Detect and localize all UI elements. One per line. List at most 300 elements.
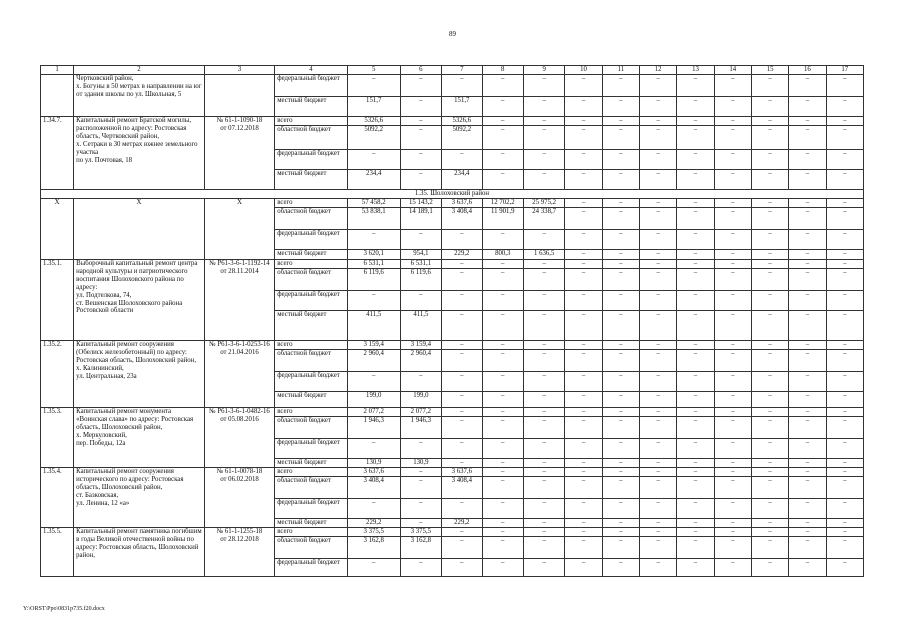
row-number: 1.35.4.: [41, 468, 74, 528]
value-cell: –: [602, 97, 639, 117]
value-cell: –: [789, 75, 826, 97]
value-cell: 199,0: [400, 392, 441, 408]
value-cell: –: [714, 311, 751, 341]
value-cell: 151,7: [442, 97, 482, 117]
value-cell: –: [442, 350, 482, 372]
value-cell: 229,2: [347, 519, 400, 528]
value-cell: –: [789, 208, 826, 230]
value-cell: 15 143,2: [400, 199, 441, 208]
value-cell: –: [565, 341, 602, 350]
header-col-12: 12: [640, 66, 677, 75]
value-cell: 6 531,1: [400, 260, 441, 269]
row-number: 1.35.3.: [41, 408, 74, 468]
value-cell: –: [602, 117, 639, 126]
value-cell: 6 119,6: [347, 269, 400, 291]
value-cell: –: [789, 230, 826, 250]
table-row: [41, 528, 864, 537]
document-ref: № 61-1-1090-18 от 07.12.2018: [204, 117, 274, 190]
value-cell: –: [602, 350, 639, 372]
value-cell: –: [640, 208, 677, 230]
value-cell: –: [751, 199, 788, 208]
value-cell: –: [826, 528, 863, 537]
value-cell: –: [826, 341, 863, 350]
value-cell: –: [677, 459, 714, 468]
header-col-1: 1: [41, 66, 74, 75]
value-cell: –: [751, 417, 788, 439]
value-cell: –: [565, 117, 602, 126]
value-cell: –: [826, 459, 863, 468]
value-cell: –: [677, 350, 714, 372]
value-cell: –: [565, 291, 602, 311]
object-name: Капитальный ремонт Братской могилы, расположенной по адресу: Ростовская область, Чертковский район, х. Сетраки в 30 метрах южнее земельного участка по ул. Почтовая, 18: [74, 117, 205, 190]
value-cell: –: [789, 468, 826, 477]
value-cell: –: [640, 341, 677, 350]
value-cell: 3 637,6: [442, 199, 482, 208]
budget-label: местный бюджет: [275, 311, 348, 341]
value-cell: –: [826, 208, 863, 230]
value-cell: –: [714, 537, 751, 559]
budget-label: областной бюджет: [275, 269, 348, 291]
value-cell: –: [482, 528, 523, 537]
value-cell: –: [751, 341, 788, 350]
budget-label: федеральный бюджет: [275, 499, 348, 519]
value-cell: –: [602, 150, 639, 170]
table-row: [41, 66, 864, 75]
value-cell: –: [714, 477, 751, 499]
x-marker: X: [41, 199, 74, 260]
value-cell: –: [602, 250, 639, 260]
value-cell: –: [714, 392, 751, 408]
value-cell: –: [714, 499, 751, 519]
value-cell: –: [677, 97, 714, 117]
value-cell: –: [714, 468, 751, 477]
value-cell: –: [677, 199, 714, 208]
value-cell: 151,7: [347, 97, 400, 117]
value-cell: –: [789, 250, 826, 260]
value-cell: –: [602, 528, 639, 537]
value-cell: –: [714, 408, 751, 417]
header-col-17: 17: [826, 66, 863, 75]
value-cell: –: [826, 417, 863, 439]
value-cell: –: [400, 75, 441, 97]
value-cell: –: [347, 230, 400, 250]
value-cell: –: [565, 75, 602, 97]
value-cell: 57 458,2: [347, 199, 400, 208]
value-cell: –: [523, 499, 564, 519]
value-cell: –: [602, 417, 639, 439]
value-cell: –: [523, 408, 564, 417]
value-cell: –: [442, 499, 482, 519]
value-cell: –: [565, 311, 602, 341]
value-cell: –: [347, 372, 400, 392]
value-cell: –: [482, 468, 523, 477]
value-cell: –: [442, 311, 482, 341]
value-cell: –: [826, 250, 863, 260]
value-cell: –: [482, 537, 523, 559]
value-cell: –: [602, 408, 639, 417]
table-row: [41, 408, 864, 417]
value-cell: –: [523, 372, 564, 392]
value-cell: –: [789, 269, 826, 291]
value-cell: –: [826, 559, 863, 577]
value-cell: –: [789, 291, 826, 311]
value-cell: –: [602, 392, 639, 408]
value-cell: –: [523, 170, 564, 190]
value-cell: –: [751, 260, 788, 269]
header-col-9: 9: [523, 66, 564, 75]
value-cell: 3 637,6: [347, 468, 400, 477]
value-cell: –: [640, 459, 677, 468]
value-cell: –: [523, 459, 564, 468]
value-cell: –: [751, 75, 788, 97]
value-cell: –: [523, 468, 564, 477]
value-cell: –: [826, 170, 863, 190]
value-cell: –: [789, 117, 826, 126]
value-cell: –: [714, 341, 751, 350]
value-cell: –: [677, 75, 714, 97]
value-cell: –: [482, 75, 523, 97]
value-cell: –: [565, 537, 602, 559]
value-cell: 2 077,2: [347, 408, 400, 417]
value-cell: 25 975,2: [523, 199, 564, 208]
value-cell: –: [789, 311, 826, 341]
value-cell: –: [640, 537, 677, 559]
value-cell: 3 162,8: [400, 537, 441, 559]
value-cell: –: [523, 126, 564, 150]
budget-label: областной бюджет: [275, 477, 348, 499]
row-number: 1.35.1.: [41, 260, 74, 341]
value-cell: –: [714, 150, 751, 170]
value-cell: –: [602, 311, 639, 341]
document-ref: [204, 75, 274, 117]
value-cell: –: [442, 459, 482, 468]
value-cell: –: [400, 519, 441, 528]
value-cell: 229,2: [442, 250, 482, 260]
value-cell: –: [826, 260, 863, 269]
value-cell: –: [602, 499, 639, 519]
value-cell: –: [677, 417, 714, 439]
value-cell: –: [826, 392, 863, 408]
value-cell: 5092,2: [442, 126, 482, 150]
value-cell: –: [482, 559, 523, 577]
value-cell: –: [677, 341, 714, 350]
value-cell: –: [442, 439, 482, 459]
document-ref: № Р61-3-6-1-0253-16 от 21.04.2016: [204, 341, 274, 408]
value-cell: –: [400, 117, 441, 126]
value-cell: –: [789, 528, 826, 537]
value-cell: –: [640, 392, 677, 408]
table-row: [41, 117, 864, 126]
value-cell: –: [677, 372, 714, 392]
value-cell: –: [482, 97, 523, 117]
value-cell: –: [400, 439, 441, 459]
value-cell: –: [789, 408, 826, 417]
value-cell: 3 375,5: [347, 528, 400, 537]
value-cell: –: [826, 269, 863, 291]
value-cell: 11 901,9: [482, 208, 523, 230]
value-cell: 1 636,5: [523, 250, 564, 260]
value-cell: –: [442, 341, 482, 350]
value-cell: –: [442, 260, 482, 269]
value-cell: –: [640, 408, 677, 417]
value-cell: –: [677, 537, 714, 559]
value-cell: –: [677, 477, 714, 499]
value-cell: –: [602, 170, 639, 190]
budget-label: областной бюджет: [275, 126, 348, 150]
value-cell: –: [482, 291, 523, 311]
value-cell: 5326,6: [347, 117, 400, 126]
header-col-13: 13: [677, 66, 714, 75]
value-cell: –: [523, 392, 564, 408]
budget-label: всего: [275, 408, 348, 417]
x-marker: X: [204, 199, 274, 260]
value-cell: –: [640, 499, 677, 519]
value-cell: –: [602, 208, 639, 230]
value-cell: –: [789, 499, 826, 519]
value-cell: –: [565, 559, 602, 577]
value-cell: –: [714, 230, 751, 250]
value-cell: –: [714, 559, 751, 577]
value-cell: 3 408,4: [442, 477, 482, 499]
value-cell: –: [826, 477, 863, 499]
budget-label: областной бюджет: [275, 208, 348, 230]
value-cell: 3 162,8: [347, 537, 400, 559]
value-cell: 53 838,1: [347, 208, 400, 230]
value-cell: –: [677, 291, 714, 311]
value-cell: –: [640, 170, 677, 190]
value-cell: –: [482, 341, 523, 350]
value-cell: –: [789, 126, 826, 150]
value-cell: 3 620,1: [347, 250, 400, 260]
value-cell: –: [347, 439, 400, 459]
value-cell: –: [640, 350, 677, 372]
value-cell: –: [565, 208, 602, 230]
budget-label: федеральный бюджет: [275, 439, 348, 459]
budget-label: всего: [275, 528, 348, 537]
value-cell: –: [442, 291, 482, 311]
value-cell: –: [789, 150, 826, 170]
value-cell: 2 960,4: [347, 350, 400, 372]
value-cell: –: [442, 537, 482, 559]
value-cell: –: [677, 126, 714, 150]
value-cell: –: [565, 269, 602, 291]
value-cell: –: [714, 291, 751, 311]
value-cell: –: [714, 199, 751, 208]
value-cell: –: [677, 408, 714, 417]
value-cell: –: [751, 459, 788, 468]
value-cell: –: [482, 311, 523, 341]
value-cell: –: [714, 459, 751, 468]
value-cell: –: [565, 408, 602, 417]
value-cell: –: [751, 439, 788, 459]
value-cell: –: [677, 499, 714, 519]
footer-file-path: Y:\ORST\Ppo\0831p735.f20.docx: [23, 606, 105, 612]
value-cell: –: [751, 408, 788, 417]
value-cell: –: [400, 559, 441, 577]
document-ref: № Р61-3-6-1-1192-14 от 28.11.2014: [204, 260, 274, 341]
header-col-8: 8: [482, 66, 523, 75]
budget-label: всего: [275, 341, 348, 350]
value-cell: –: [640, 126, 677, 150]
value-cell: –: [565, 528, 602, 537]
value-cell: –: [826, 150, 863, 170]
value-cell: –: [482, 350, 523, 372]
budget-label: областной бюджет: [275, 350, 348, 372]
value-cell: –: [523, 350, 564, 372]
object-name: Капитальный ремонт монумента «Воинская слава» по адресу: Ростовская область, Шолоховский район, х. Меркуловский, пер. Победы, 12а: [74, 408, 205, 468]
value-cell: –: [677, 528, 714, 537]
value-cell: –: [714, 97, 751, 117]
value-cell: –: [789, 537, 826, 559]
value-cell: 24 338,7: [523, 208, 564, 230]
value-cell: –: [602, 199, 639, 208]
budget-label: федеральный бюджет: [275, 75, 348, 97]
value-cell: –: [602, 291, 639, 311]
value-cell: –: [677, 117, 714, 126]
value-cell: –: [714, 260, 751, 269]
value-cell: –: [789, 392, 826, 408]
value-cell: –: [714, 372, 751, 392]
value-cell: –: [400, 150, 441, 170]
value-cell: –: [602, 537, 639, 559]
value-cell: –: [565, 350, 602, 372]
value-cell: 3 637,6: [442, 468, 482, 477]
value-cell: –: [826, 439, 863, 459]
table-row: [41, 75, 864, 97]
header-col-3: 3: [204, 66, 274, 75]
value-cell: –: [565, 170, 602, 190]
header-col-7: 7: [442, 66, 482, 75]
value-cell: –: [714, 417, 751, 439]
value-cell: –: [826, 499, 863, 519]
row-number: [41, 75, 74, 117]
object-name: Капитальный ремонт сооружения исторического по адресу: Ростовская область, Шолоховский район, ст. Базковская, ул. Ленина, 12 «а»: [74, 468, 205, 528]
document-ref: № Р61-3-6-1-0482-16 от 05.08.2016: [204, 408, 274, 468]
value-cell: –: [640, 150, 677, 170]
value-cell: –: [640, 269, 677, 291]
value-cell: –: [442, 528, 482, 537]
header-col-10: 10: [565, 66, 602, 75]
header-col-6: 6: [400, 66, 441, 75]
value-cell: –: [400, 468, 441, 477]
value-cell: 3 408,4: [347, 477, 400, 499]
budget-label: областной бюджет: [275, 537, 348, 559]
value-cell: –: [751, 468, 788, 477]
value-cell: –: [565, 230, 602, 250]
value-cell: –: [347, 150, 400, 170]
value-cell: 234,4: [347, 170, 400, 190]
header-col-14: 14: [714, 66, 751, 75]
table-row: [41, 468, 864, 477]
value-cell: 5092,2: [347, 126, 400, 150]
value-cell: –: [714, 519, 751, 528]
x-marker: X: [74, 199, 205, 260]
value-cell: –: [442, 372, 482, 392]
value-cell: –: [751, 477, 788, 499]
value-cell: –: [602, 439, 639, 459]
value-cell: –: [400, 499, 441, 519]
value-cell: –: [789, 350, 826, 372]
value-cell: –: [523, 311, 564, 341]
value-cell: 12 702,2: [482, 199, 523, 208]
value-cell: –: [482, 519, 523, 528]
value-cell: 3 408,4: [442, 208, 482, 230]
value-cell: –: [565, 150, 602, 170]
object-name: Чертковский район, х. Богуны в 50 метрах в направлении на юг от здания школы по ул. Школьная, 5: [74, 75, 205, 117]
value-cell: –: [677, 519, 714, 528]
value-cell: –: [751, 519, 788, 528]
value-cell: –: [523, 291, 564, 311]
page-number: 89: [449, 30, 456, 38]
value-cell: –: [523, 537, 564, 559]
header-col-11: 11: [602, 66, 639, 75]
budget-label: областной бюджет: [275, 417, 348, 439]
value-cell: –: [602, 341, 639, 350]
value-cell: –: [565, 126, 602, 150]
header-col-4: 4: [275, 66, 348, 75]
value-cell: –: [677, 170, 714, 190]
value-cell: –: [565, 417, 602, 439]
budget-label: федеральный бюджет: [275, 291, 348, 311]
value-cell: –: [442, 392, 482, 408]
value-cell: –: [565, 97, 602, 117]
value-cell: –: [789, 439, 826, 459]
value-cell: –: [789, 341, 826, 350]
value-cell: –: [565, 468, 602, 477]
value-cell: –: [751, 350, 788, 372]
value-cell: –: [523, 417, 564, 439]
value-cell: –: [347, 559, 400, 577]
value-cell: –: [751, 150, 788, 170]
value-cell: –: [751, 311, 788, 341]
value-cell: –: [602, 230, 639, 250]
value-cell: 1 946,3: [400, 417, 441, 439]
value-cell: –: [565, 392, 602, 408]
budget-label: всего: [275, 468, 348, 477]
value-cell: –: [789, 170, 826, 190]
table-row: [41, 341, 864, 350]
value-cell: –: [751, 250, 788, 260]
value-cell: –: [602, 75, 639, 97]
document-ref: № 61-1-1255-18 от 28.12.2018: [204, 528, 274, 577]
value-cell: –: [400, 230, 441, 250]
value-cell: –: [677, 208, 714, 230]
value-cell: –: [482, 499, 523, 519]
value-cell: –: [482, 477, 523, 499]
value-cell: –: [826, 75, 863, 97]
value-cell: 6 531,1: [347, 260, 400, 269]
value-cell: –: [789, 459, 826, 468]
value-cell: –: [523, 528, 564, 537]
value-cell: –: [442, 230, 482, 250]
budget-table: [40, 65, 864, 577]
value-cell: –: [482, 260, 523, 269]
value-cell: –: [640, 291, 677, 311]
value-cell: –: [482, 269, 523, 291]
value-cell: –: [442, 559, 482, 577]
value-cell: –: [826, 291, 863, 311]
value-cell: –: [400, 97, 441, 117]
value-cell: 800,3: [482, 250, 523, 260]
value-cell: –: [751, 499, 788, 519]
value-cell: –: [400, 170, 441, 190]
value-cell: –: [677, 260, 714, 269]
value-cell: 3 375,5: [400, 528, 441, 537]
value-cell: –: [482, 392, 523, 408]
value-cell: –: [826, 350, 863, 372]
value-cell: 3 159,4: [347, 341, 400, 350]
value-cell: –: [482, 126, 523, 150]
